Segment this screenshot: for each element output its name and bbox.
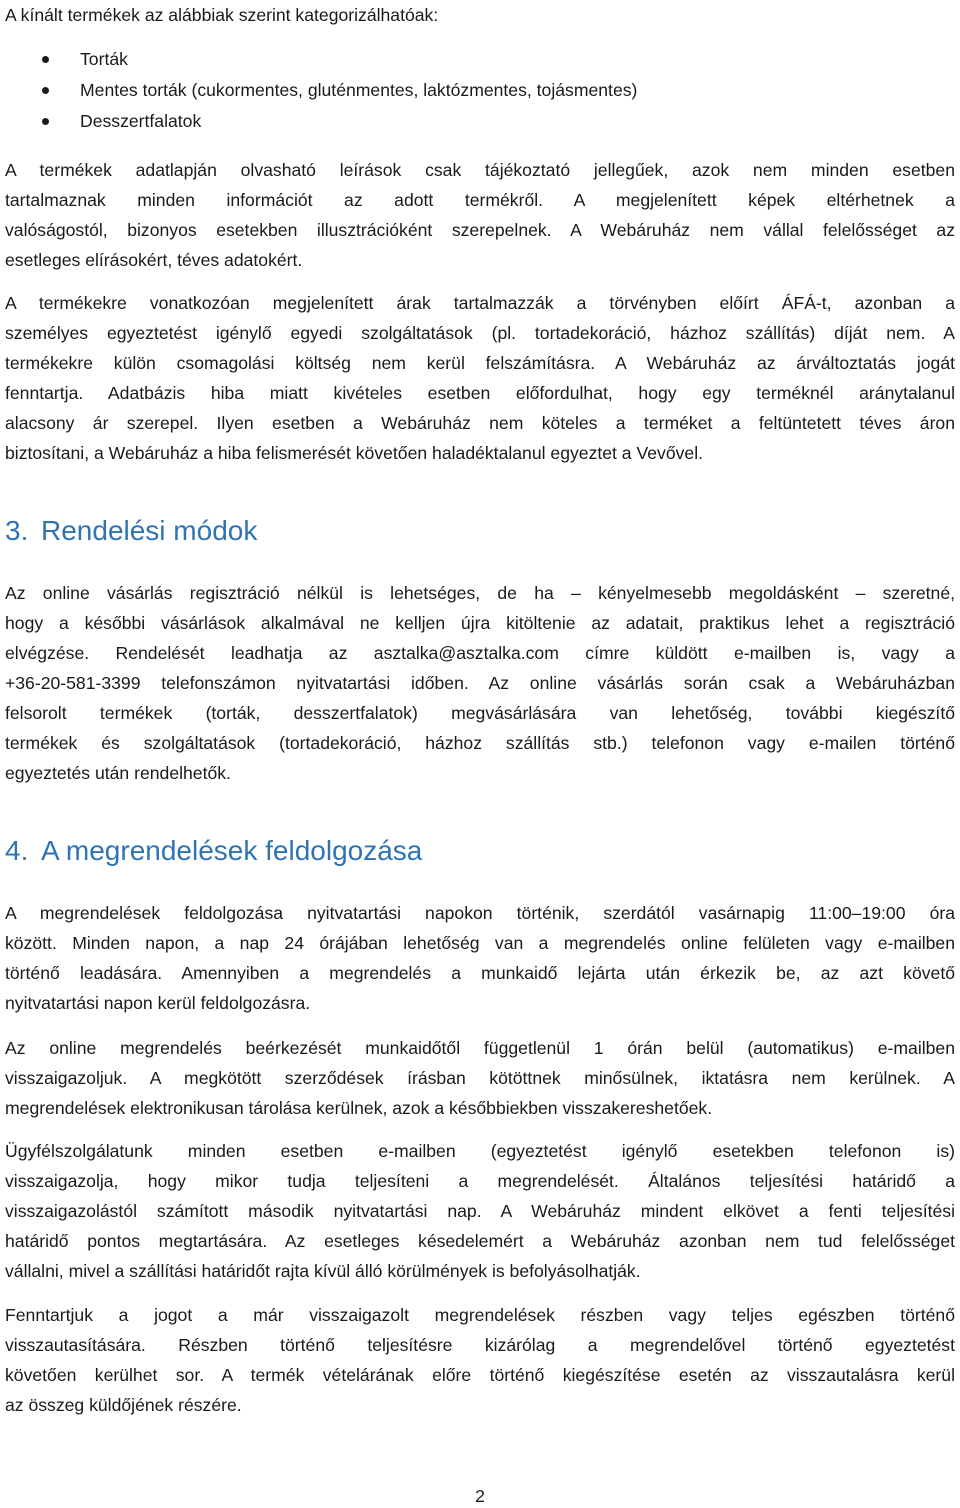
paragraph-ordering: Az online vásárlás regisztráció nélkül is lehetséges, de ha – kényelmesebb megoldásként – szeretné, hogy a későbbi vásárlások alkalmával ne kelljen újra kitöltenie az adatait, praktikus lehet a regisztráció elvégzése. Rendelését leadhatja az asztalka@asztalka.com címre küldött e-mailben is, vagy a +36-20-581-3399 telefonszámon nyitvatartási időben. Az online vásárlás során csak a Webáruházban felsorolt termékek (torták, desszertfalatok) megvásárlására van lehetőség, további kiegészítő termékek és szolgáltatások (tortadekoráció, házhoz szállítás stb.) telefonon vagy e-mailen történő egyeztetés után rendelhetők. xyxy=(5,583,955,783)
list-item: Mentes torták (cukormentes, gluténmentes, laktózmentes, tojásmentes) xyxy=(0,75,900,106)
intro-text: A kínált termékek az alábbiak szerint kategorizálhatóak: xyxy=(5,5,439,25)
list-item: Torták xyxy=(0,44,900,75)
paragraph-prices: A termékekre vonatkozóan megjelenített árak tartalmazzák a törvényben előírt ÁFÁ-t, azonban a személyes egyeztetést igénylő egyedi szolgáltatások (pl. tortadekoráció, házhoz szállítás) díját nem. A termékekre külön csomagolási költség nem kerül felszámításra. A Webáruház az árváltoztatás jogát fenntartja. Adatbázis hiba miatt kivételes esetben előfordulhat, hogy egy terméknél aránytalanul alacsony ár szerepel. Ilyen esetben a Webáruház nem köteles a terméket a feltüntetett téves áron biztosítani, a Webáruház a hiba felismerését követően haladéktalanul egyeztet a Vevővel. xyxy=(5,293,955,463)
section-heading-order-processing: 4. A megrendelések feldolgozása xyxy=(5,835,423,866)
paragraph-product-info: A termékek adatlapján olvasható leírások csak tájékoztató jellegűek, azok nem minden esetben tartalmaznak minden információt az adott termékről. A megjelenített képek eltérhetnek a valóságostól, bizonyos esetekben illusztrációként szerepelnek. A Webáruház nem vállal felelősséget az esetleges elírásokért, téves adatokért. xyxy=(5,160,955,270)
bullet-icon xyxy=(42,87,49,94)
page-number: 2 xyxy=(475,1486,485,1506)
section-heading-ordering-methods: 3. Rendelési módok xyxy=(5,515,258,546)
bullet-icon xyxy=(42,56,49,63)
paragraph-rejection: Fenntartjuk a jogot a már visszaigazolt megrendelések részben vagy teljes egészben történő visszautasítására. Részben történő teljesítésre kizárólag a megrendelővel történő egyeztetést követően kerülhet sor. A termék vételárának előre történő kiegészítése esetén az visszautalásra kerül az összeg küldőjének részére. xyxy=(5,1305,955,1415)
paragraph-confirmation: Az online megrendelés beérkezését munkaidőtől függetlenül 1 órán belül (automatikus) e-mailben visszaigazoljuk. A megkötött szerződések írásban kötöttnek minősülnek, iktatásra nem kerülnek. A megrendelések elektronikusan tárolása kerülnek, azok a későbbiekben visszakereshetőek. xyxy=(5,1038,955,1118)
paragraph-processing: A megrendelések feldolgozása nyitvatartási napokon történik, szerdától vasárnapig 11:00–19:00 óra között. Minden napon, a nap 24 órájában lehetőség van a megrendelés online felületen vagy e-mailben történő leadására. Amennyiben a megrendelés a munkaidő lejárta után érkezik be, az azt követő nyitvatartási napon kerül feldolgozásra. xyxy=(5,903,955,1013)
bullet-icon xyxy=(42,118,49,125)
category-list xyxy=(0,44,900,137)
paragraph-customer-service: Ügyfélszolgálatunk minden esetben e-mailben (egyeztetést igénylő esetekben telefonon is) visszaigazolja, hogy mikor tudja teljesíteni a megrendelését. Általános teljesítési határidő a visszaigazolástól számított második nyitvatartási nap. A Webáruház mindent elkövet a fenti teljesítési határidő pontos megtartására. Az esetleges késedelemért a Webáruház azonban nem tud felelősséget vállalni, mivel a szállítási határidőt rajta kívül álló körülmények is befolyásolhatják. xyxy=(5,1141,955,1281)
list-item: Desszertfalatok xyxy=(0,106,900,137)
